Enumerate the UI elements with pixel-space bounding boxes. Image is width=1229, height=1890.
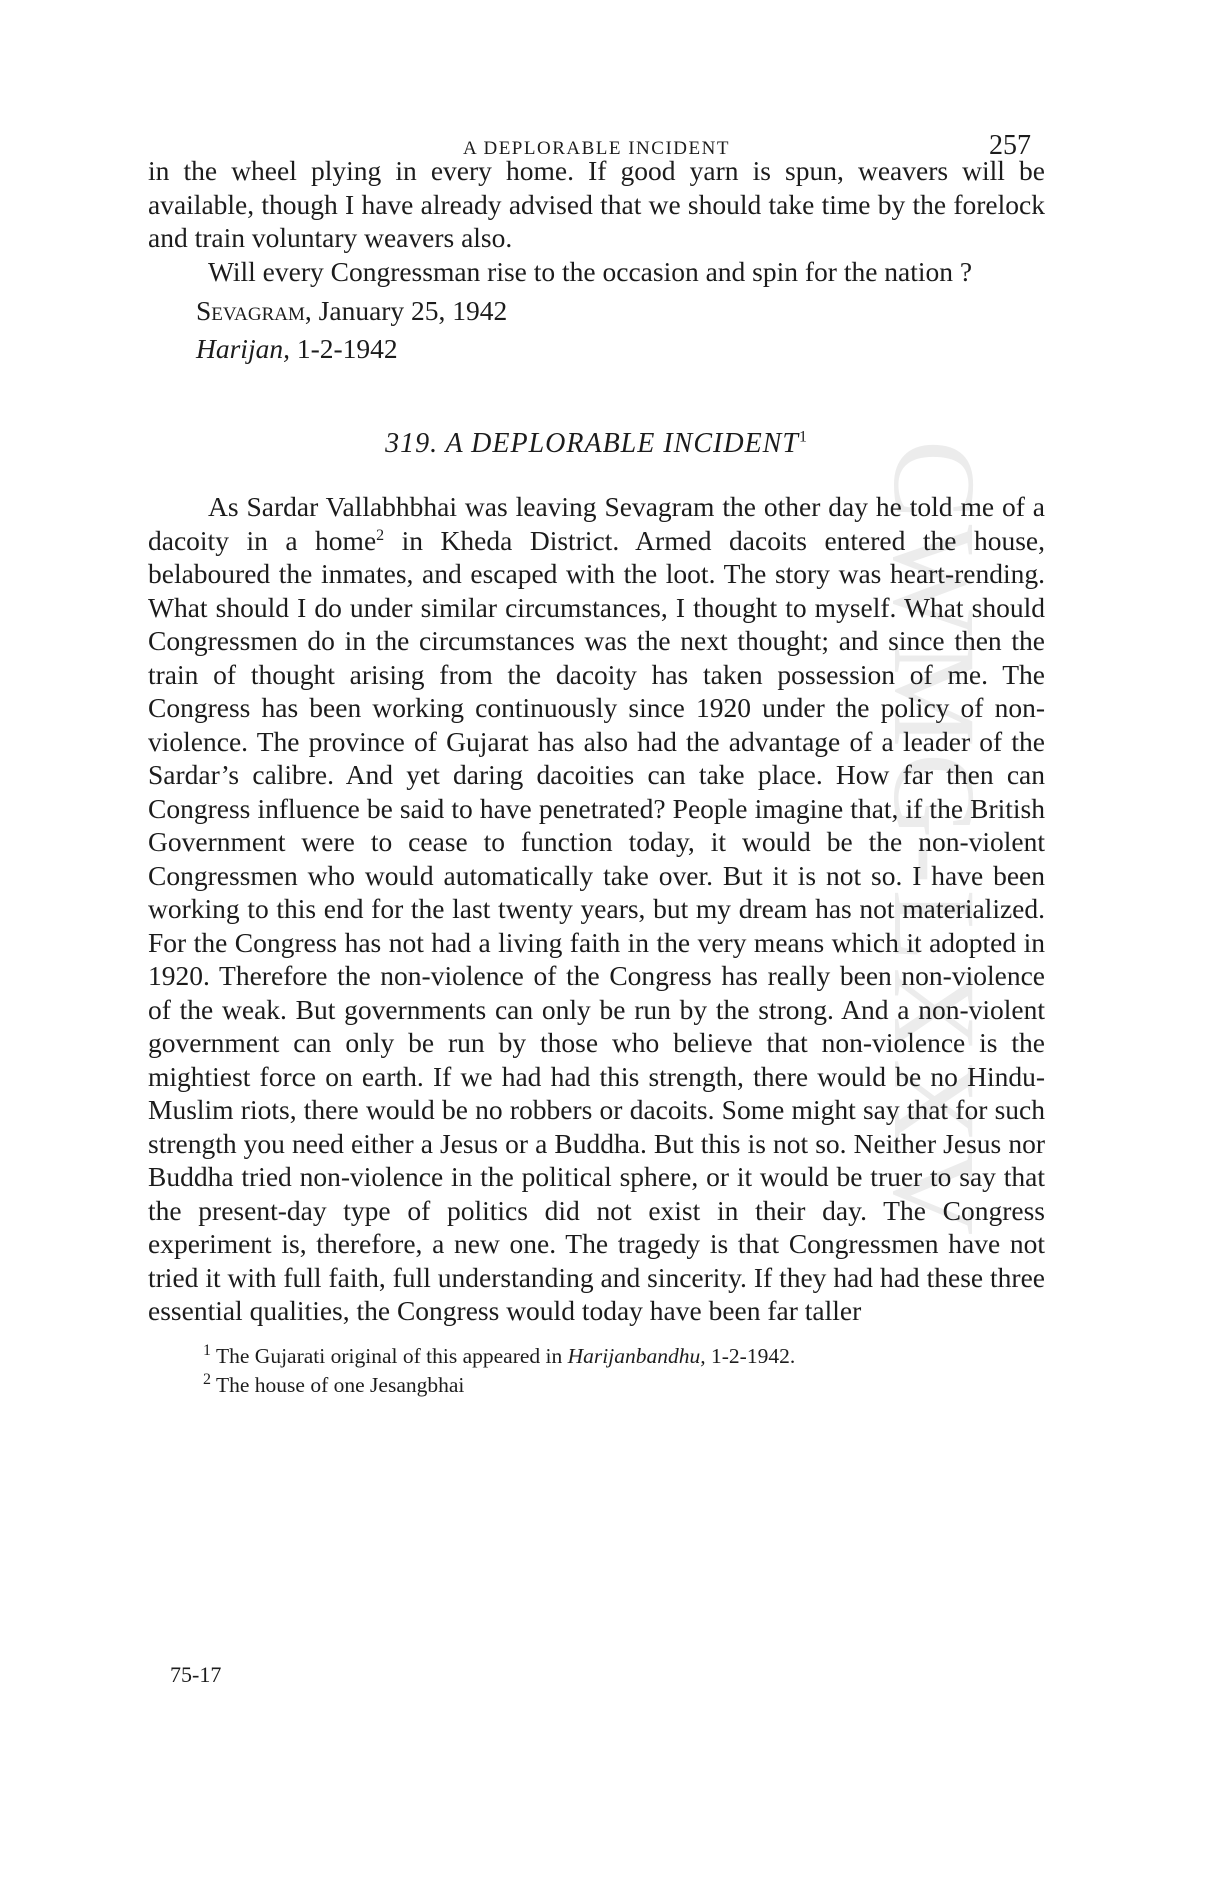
footnote-text: The house of one Jesangbhai [216,1372,465,1397]
body-footnote-ref: 2 [376,526,385,544]
footnotes [148,1342,1045,1400]
article-body [148,490,1045,1328]
heading-footnote-ref: 1 [798,428,808,446]
footnote-2 [203,1371,1045,1400]
signature-mark: 75-17 [170,1662,222,1687]
article-body-part1: As Sardar Vallabhbhai was leaving Sevagram the other day he told me of a dacoity in a home [148,491,1045,556]
footnote-italic: Harijanbandhu, [567,1343,706,1368]
dateline-date: January 25, 1942 [318,295,508,326]
source-citation [196,330,1045,368]
running-head [148,118,1045,161]
running-head-title: A DEPLORABLE INCIDENT [463,138,730,159]
source-date: 1-2-1942 [296,333,398,364]
continuation-question-paragraph: Will every Congressman rise to the occasion and spin for the nation ? [208,255,973,287]
source-journal: Harijan, [196,333,290,364]
footnote-text-after: 1-2-1942. [705,1343,796,1368]
article-heading [148,428,1045,460]
book-page [148,118,1045,1400]
cwmg-watermark: CWMG-LXXV [869,440,1000,1242]
dateline-place: Sevagram, [196,295,312,326]
dateline [196,292,1045,330]
article-heading-text: 319. A DEPLORABLE INCIDENT [385,428,799,459]
footnote-marker: 2 [203,1370,211,1388]
footnote-marker: 1 [203,1341,211,1359]
continuation-paragraph: in the wheel plying in every home. If good yarn is spun, weavers will be available, though I have already advised that we should take time by the forelock and train voluntary weavers also. [148,155,1045,253]
footnote-1 [203,1342,1045,1371]
article-body-part2: in Kheda District. Armed dacoits entered the house, belaboured the inmates, and escaped with the loot. The story was heart-rending. What should I do under similar circumstances, I thought to myself. What should Congressmen do in the circumstances was the next thought; and since then the train of thought arising from the dacoity has taken possession of me. The Congress has been working continuously since 1920 under the policy of non-violence. The province of Gujarat has also had the advantage of a leader of the Sardar’s calibre. And yet daring dacoities can take place. How far then can Congress influence be said to have penetrated? People imagine that, if the British Government were to cease to function today, it would be the non-violent Congressmen who would automatically take over. But it is not so. I have been working to this end for the last twenty years, but my dream has not materialized. For the Congress has not had a living faith in the very means which it adopted in 1920. Therefore the non-violence of the Congress has really been non-violence of the weak. But governments can only be run by the strong. And a non-violent government can only be run by those who believe that non-violence is the mightiest force on earth. If we had had this strength, there would be no Hindu-Muslim riots, there would be no robbers or dacoits. Some might say that for such strength you need either a Jesus or a Buddha. But this is not so. Neither Jesus nor Buddha tried non-violence in the political sphere, or it would be truer to say that the present-day type of politics did not exist in their day. The Congress experiment is, therefore, a new one. The tragedy is that Congressmen have not tried it with full faith, full understanding and sincerity. If they had had these three essential qualities, the Congress would today have been far taller [148,524,1045,1326]
page-number: 257 [989,130,1031,161]
footnote-text: The Gujarati original of this appeared in [216,1343,568,1368]
